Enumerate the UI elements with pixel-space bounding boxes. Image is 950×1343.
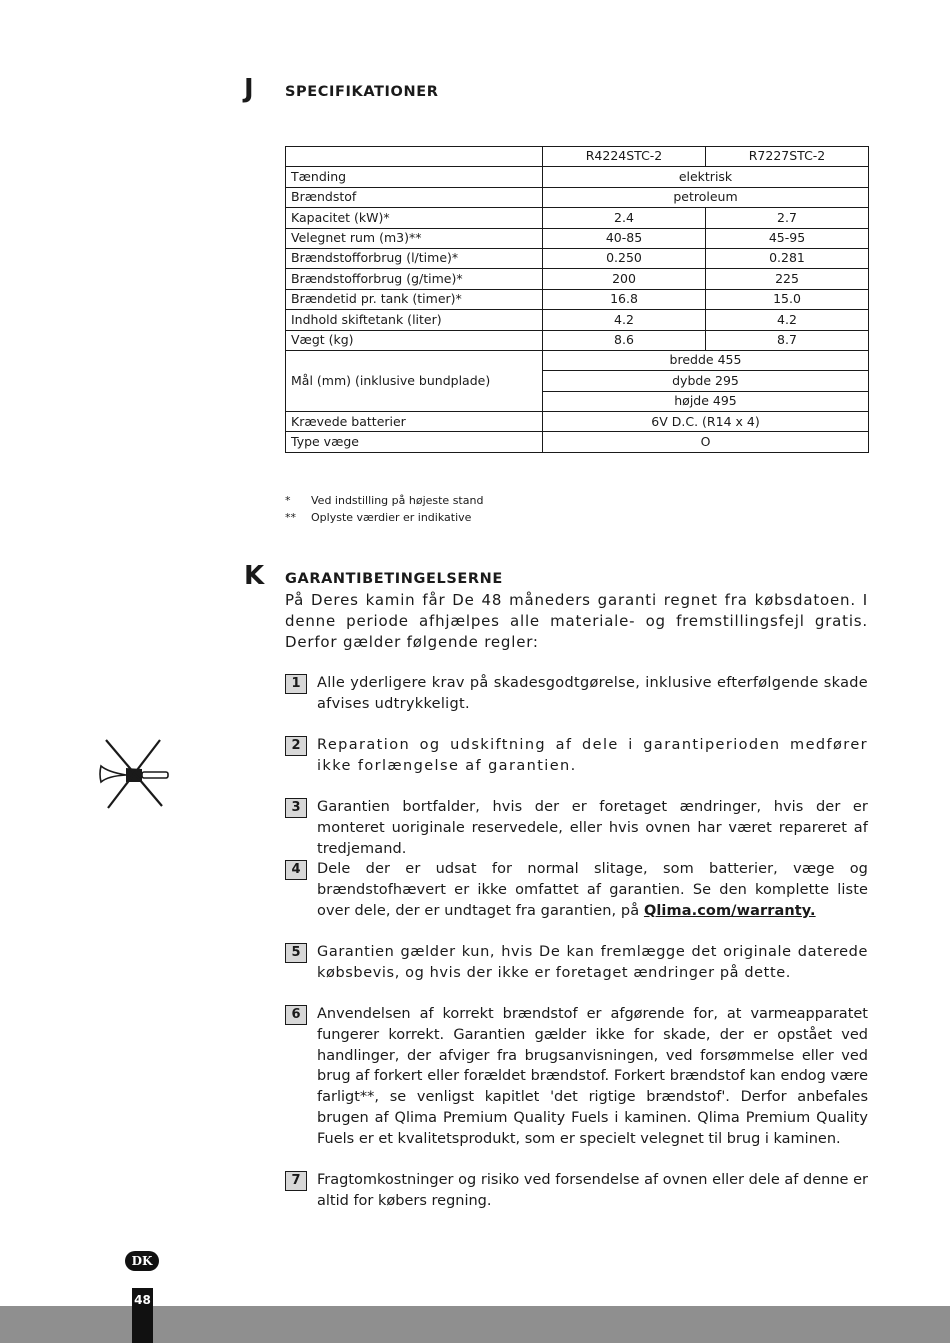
table-row xyxy=(286,248,869,268)
item-number-badge: 1 xyxy=(285,674,307,694)
table-row xyxy=(286,167,869,187)
value-room-1: 40-85 xyxy=(543,228,706,248)
row-label-weight: Vægt (kg) xyxy=(286,330,543,350)
footnote-marker: ** xyxy=(285,511,296,524)
section-letter-k: K xyxy=(244,561,265,591)
warranty-item-6 xyxy=(285,1004,868,1150)
item-text: Garantien gælder kun, hvis De kan fremlægge det originale daterede købsbevis, og hvis der ikke er foretaget ændringer på dette. xyxy=(317,944,868,981)
value-consumption-l-2: 0.281 xyxy=(706,248,869,268)
row-label-wick: Type væge xyxy=(286,432,543,452)
row-label-consumption-l: Brændstofforbrug (l/time)* xyxy=(286,248,543,268)
warranty-intro: På Deres kamin får De 48 måneders garanti regnet fra købsdatoen. I denne periode afhjælpes alle materiale- og fremstillingsfejl gratis. Derfor gælder følgende regler: xyxy=(285,591,868,651)
warranty-item-4 xyxy=(285,859,868,921)
item-text-body: Dele der er udsat for normal slitage, som batterier, væge og brændstofhævert er ikke omfattet af garantien. Se den komplette liste over dele, der er undtaget fra garantien, på xyxy=(317,861,868,919)
value-weight-1: 8.6 xyxy=(543,330,706,350)
specifications-table xyxy=(285,146,869,453)
item-text: Anvendelsen af korrekt brændstof er afgørende for, at varmeapparatet fungerer korrekt. Garantien gælder ikke for skade, der er opstået ved handlinger, der afviger fra brugsanvisningen, ved forsømmelse eller ved brug af forkert eller forældet brændstof. Forkert brændstof kan endog være farligt**, se venligst kapitlet 'det rigtige brændstof'. Derfor anbefales brugen af Qlima Premium Quality Fuels i kaminen. Qlima Premium Quality Fuels er et kvalitetsprodukt, som er specielt velegnet til brug i kaminen. xyxy=(317,1006,868,1147)
table-row xyxy=(286,310,869,330)
item-number-badge: 3 xyxy=(285,798,307,818)
table-row xyxy=(286,208,869,228)
value-consumption-l-1: 0.250 xyxy=(543,248,706,268)
value-consumption-g-2: 225 xyxy=(706,269,869,289)
language-badge: DK xyxy=(125,1251,159,1271)
item-text: Alle yderligere krav på skadesgodtgørelse, inklusive efterfølgende skade afvises udtrykkeligt. xyxy=(317,675,868,712)
value-wick: O xyxy=(543,432,869,452)
table-row xyxy=(286,187,869,207)
warranty-link[interactable]: Qlima.com/warranty. xyxy=(643,902,816,919)
row-label-burn-time: Brændetid pr. tank (timer)* xyxy=(286,289,543,309)
item-number-badge: 7 xyxy=(285,1171,307,1191)
value-tank-2: 4.2 xyxy=(706,310,869,330)
item-number-badge: 2 xyxy=(285,736,307,756)
footnote-2 xyxy=(285,512,471,523)
warranty-item-1 xyxy=(285,673,868,715)
footnote-marker: * xyxy=(285,494,291,507)
value-burn-time-2: 15.0 xyxy=(706,289,869,309)
item-text: Fragtomkostninger og risiko ved forsendelse af ovnen eller dele af denne er altid for købers regning. xyxy=(317,1172,868,1209)
warranty-item-2 xyxy=(285,735,868,777)
item-number-badge: 5 xyxy=(285,943,307,963)
row-label-capacity: Kapacitet (kW)* xyxy=(286,208,543,228)
warranty-item-3 xyxy=(285,797,868,859)
footnote-text: Ved indstilling på højeste stand xyxy=(311,494,484,507)
row-label-consumption-g: Brændstofforbrug (g/time)* xyxy=(286,269,543,289)
value-capacity-1: 2.4 xyxy=(543,208,706,228)
footnote-1 xyxy=(285,495,483,506)
value-weight-2: 8.7 xyxy=(706,330,869,350)
value-ignition: elektrisk xyxy=(543,167,869,187)
warranty-item-7 xyxy=(285,1170,868,1212)
item-text: Reparation og udskiftning af dele i garantiperioden medfører ikke forlængelse af garantien. xyxy=(317,737,868,774)
value-capacity-2: 2.7 xyxy=(706,208,869,228)
value-dimension-depth: dybde 295 xyxy=(543,371,869,391)
row-label-dimensions: Mål (mm) (inklusive bundplade) xyxy=(286,350,543,411)
table-header-row xyxy=(286,147,869,167)
section-title-specifications: SPECIFIKATIONER xyxy=(285,84,439,100)
model-header-2: R7227STC-2 xyxy=(706,147,869,167)
value-room-2: 45-95 xyxy=(706,228,869,248)
value-burn-time-1: 16.8 xyxy=(543,289,706,309)
footnote-text: Oplyste værdier er indikative xyxy=(311,511,472,524)
table-header-empty xyxy=(286,147,543,167)
row-label-room: Velegnet rum (m3)** xyxy=(286,228,543,248)
crossed-screwdriver-icon xyxy=(96,736,176,812)
section-title-warranty: GARANTIBETINGELSERNE xyxy=(285,571,503,587)
item-number-badge: 4 xyxy=(285,860,307,880)
value-dimension-height: højde 495 xyxy=(543,391,869,411)
value-consumption-g-1: 200 xyxy=(543,269,706,289)
table-row xyxy=(286,269,869,289)
item-text: Garantien bortfalder, hvis der er foretaget ændringer, hvis der er monteret uoriginale reservedele, eller hvis ovnen har været repareret af tredjemand. xyxy=(317,799,868,857)
warranty-item-5 xyxy=(285,942,868,984)
item-text xyxy=(317,859,868,921)
section-letter-j: J xyxy=(244,74,254,104)
value-batteries: 6V D.C. (R14 x 4) xyxy=(543,412,869,432)
table-row xyxy=(286,228,869,248)
item-number-badge: 6 xyxy=(285,1005,307,1025)
table-row xyxy=(286,289,869,309)
value-dimension-width: bredde 455 xyxy=(543,350,869,370)
row-label-batteries: Krævede batterier xyxy=(286,412,543,432)
table-row xyxy=(286,432,869,452)
row-label-fuel: Brændstof xyxy=(286,187,543,207)
value-tank-1: 4.2 xyxy=(543,310,706,330)
row-label-tank: Indhold skiftetank (liter) xyxy=(286,310,543,330)
page-number: 48 xyxy=(134,1293,151,1307)
table-row xyxy=(286,350,869,370)
row-label-ignition: Tænding xyxy=(286,167,543,187)
table-row xyxy=(286,330,869,350)
value-fuel: petroleum xyxy=(543,187,869,207)
table-row xyxy=(286,412,869,432)
model-header-1: R4224STC-2 xyxy=(543,147,706,167)
